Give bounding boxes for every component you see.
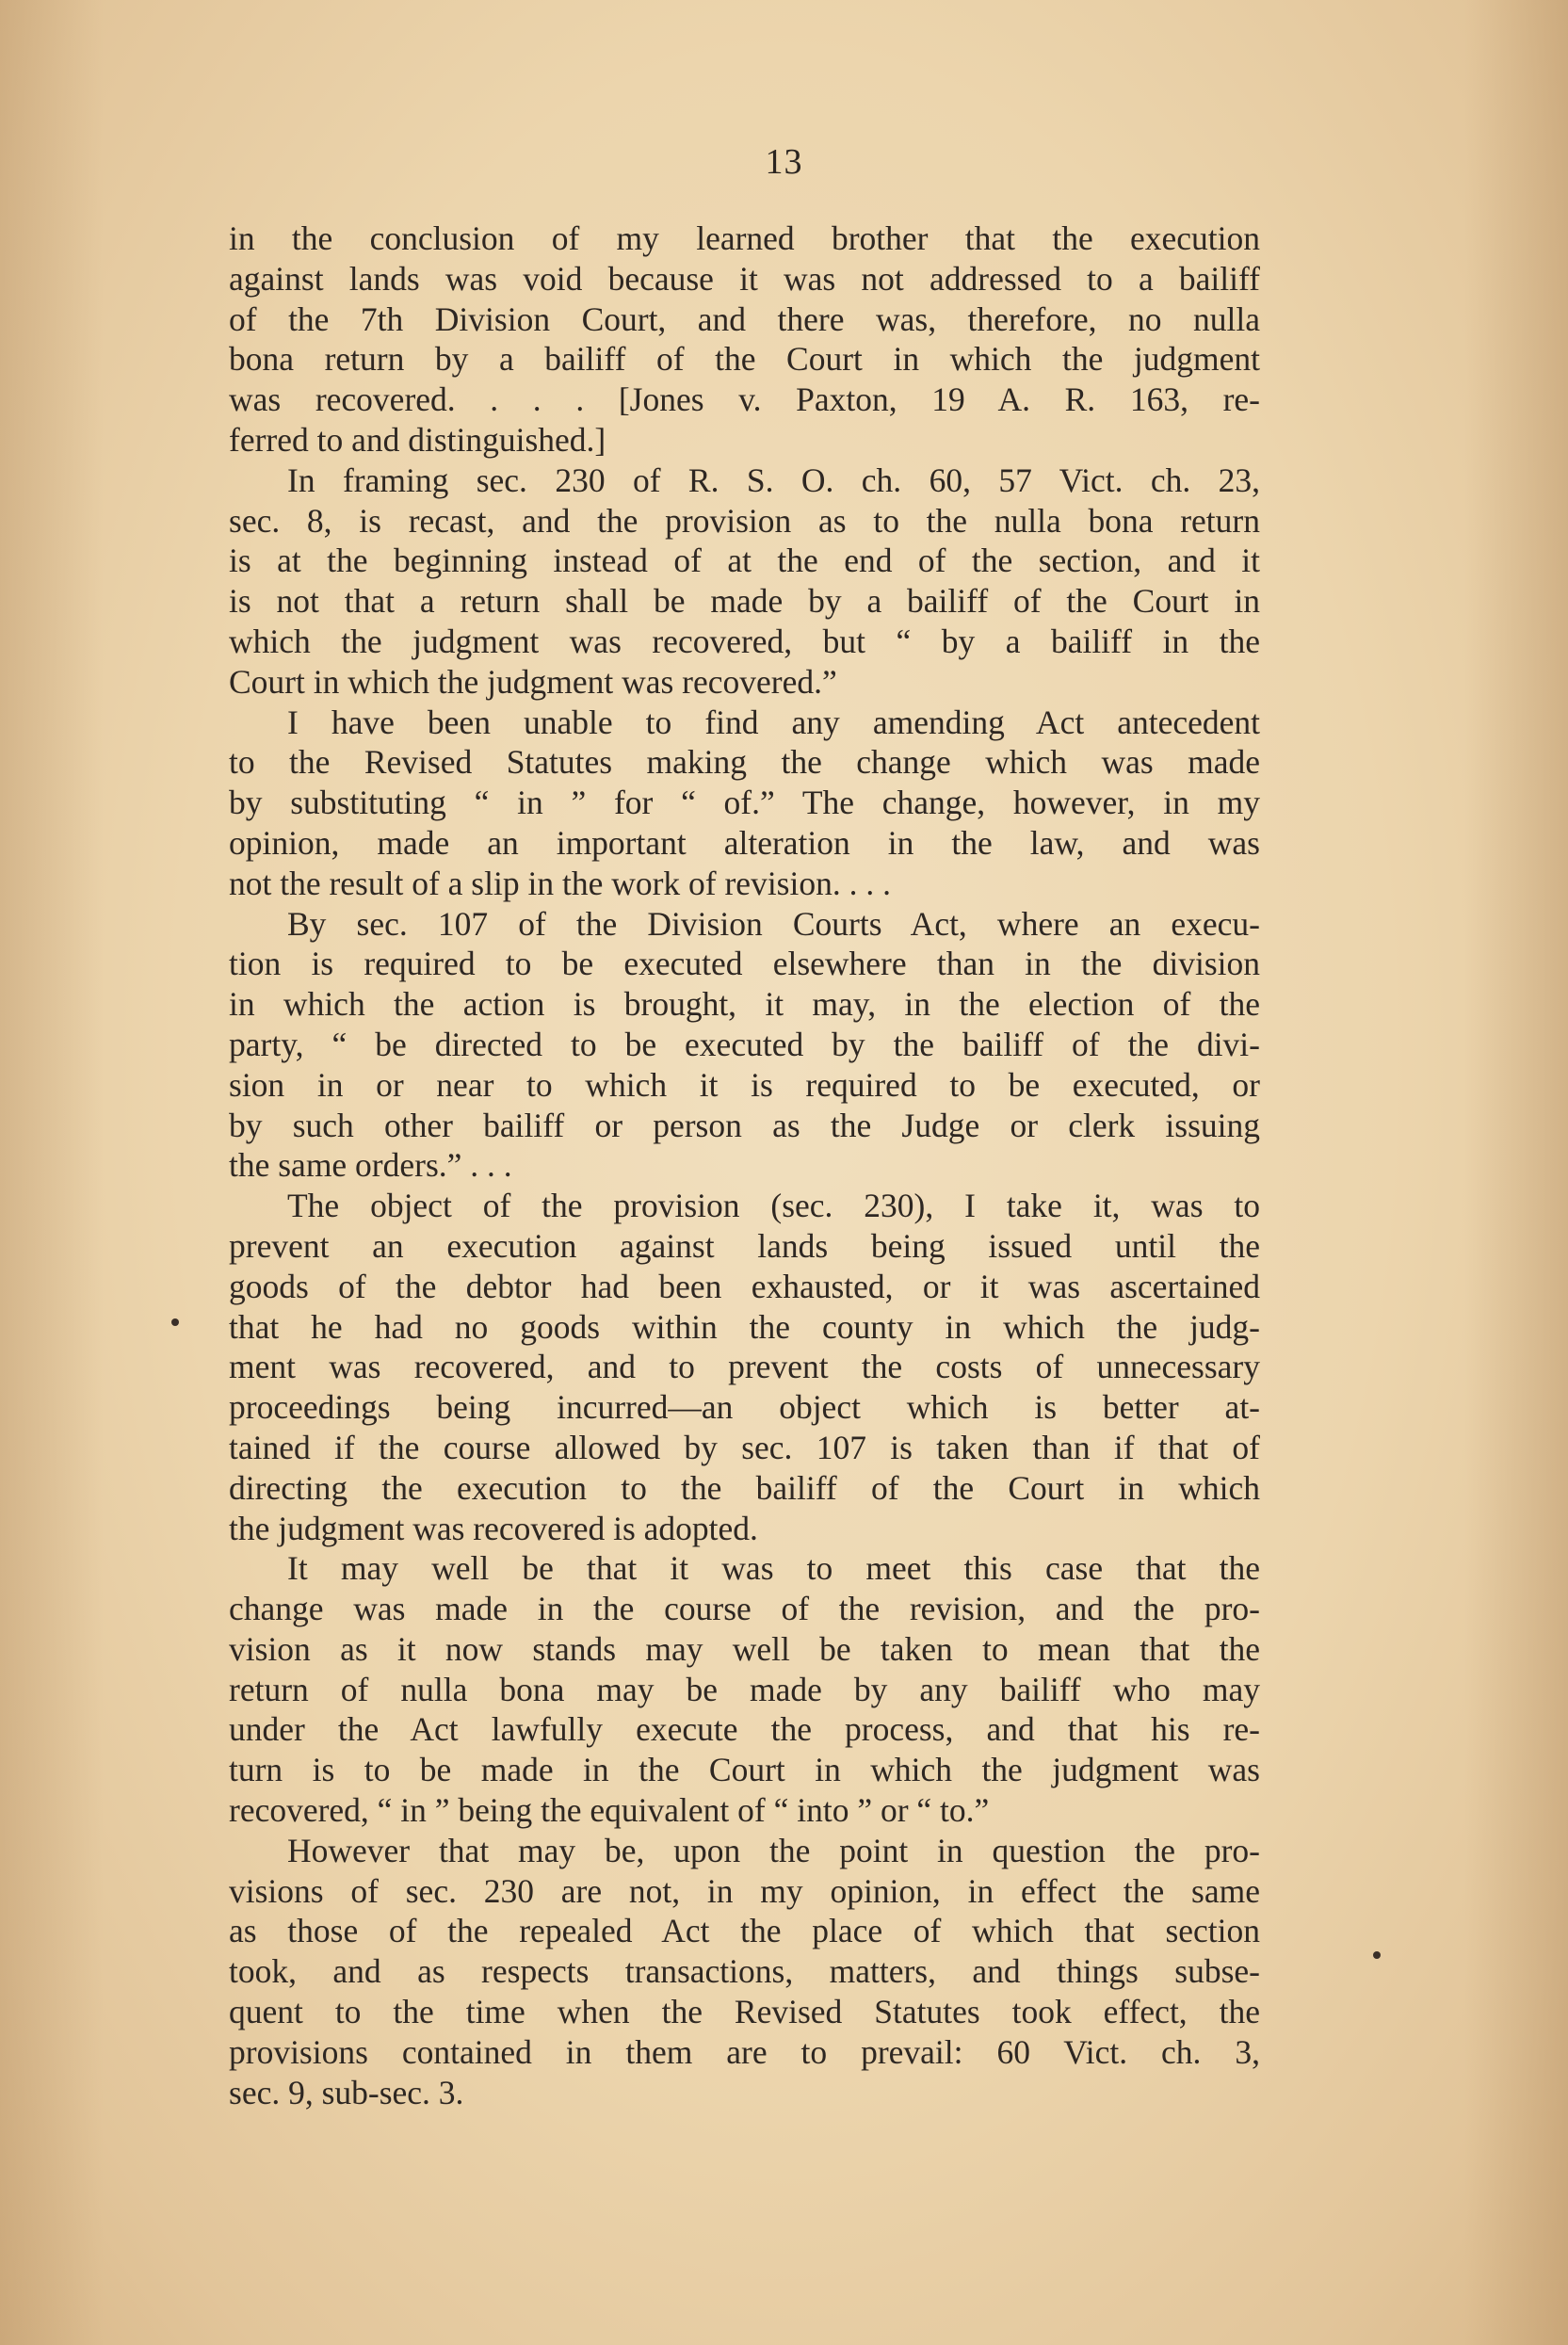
text-line: opinion, made an important alteration in the law, and was — [229, 823, 1260, 862]
text-line: by such other bailiff or person as the Judge or clerk issuing — [229, 1106, 1260, 1144]
paragraph — [229, 1186, 1260, 1548]
paragraph — [229, 1831, 1260, 2113]
text-line: in the conclusion of my learned brother that the execution — [229, 219, 1260, 257]
text-line: quent to the time when the Revised Statutes took effect, the — [229, 1993, 1260, 2031]
text-line: It may well be that it was to meet this case that the — [287, 1549, 1260, 1588]
body-text — [229, 218, 1260, 2112]
text-line: goods of the debtor had been exhausted, or it was ascertained — [229, 1267, 1260, 1305]
text-line: is not that a return shall be made by a bailiff of the Court in — [229, 582, 1260, 621]
text-line: turn is to be made in the Court in which the judgment was — [229, 1751, 1260, 1789]
paragraph — [229, 703, 1260, 904]
text-line: against lands was void because it was not addressed to a bailiff — [229, 259, 1260, 298]
text-line: under the Act lawfully execute the process, and that his re- — [229, 1710, 1260, 1749]
text-line: However that may be, upon the point in question the pro- — [287, 1831, 1260, 1869]
ink-speck — [171, 1318, 179, 1326]
paragraph — [229, 461, 1260, 703]
text-line: of the 7th Division Court, and there was, therefore, no nulla — [229, 299, 1260, 338]
paragraph — [229, 1548, 1260, 1831]
text-line: ferred to and distinguished.] — [229, 420, 606, 459]
text-line: By sec. 107 of the Division Courts Act, where an execu- — [287, 904, 1260, 943]
text-line: return of nulla bona may be made by any bailiff who may — [229, 1670, 1260, 1708]
text-line: the same orders.” . . . — [229, 1146, 512, 1185]
text-line: in which the action is brought, it may, in the election of the — [229, 985, 1260, 1024]
text-line: the judgment was recovered is adopted. — [229, 1509, 758, 1547]
text-line: bona return by a bailiff of the Court in which the judgment — [229, 340, 1260, 379]
text-line: which the judgment was recovered, but “ by a bailiff in the — [229, 622, 1260, 660]
text-line: change was made in the course of the revision, and the pro- — [229, 1590, 1260, 1628]
text-line: directing the execution to the bailiff of the Court in which — [229, 1468, 1260, 1507]
text-line: to the Revised Statutes making the change which was made — [229, 743, 1260, 782]
text-line: In framing sec. 230 of R. S. O. ch. 60, 57 Vict. ch. 23, — [287, 461, 1260, 499]
text-line: by substituting “ in ” for “ of.” The change, however, in my — [229, 784, 1260, 822]
text-line: vision as it now stands may well be taken to mean that the — [229, 1629, 1260, 1668]
text-line: took, and as respects transactions, matters, and things subse- — [229, 1952, 1260, 1991]
paragraph — [229, 218, 1260, 461]
text-line: proceedings being incurred—an object which is better at- — [229, 1388, 1260, 1427]
text-line: was recovered. . . . [Jones v. Paxton, 19 A. R. 163, re- — [229, 380, 1260, 419]
text-line: visions of sec. 230 are not, in my opinion, in effect the same — [229, 1871, 1260, 1910]
text-line: ment was recovered, and to prevent the costs of unnecessary — [229, 1348, 1260, 1386]
text-line: tained if the course allowed by sec. 107 is taken than if that of — [229, 1428, 1260, 1466]
text-line: prevent an execution against lands being issued until the — [229, 1226, 1260, 1265]
text-line: provisions contained in them are to prevail: 60 Vict. ch. 3, — [229, 2032, 1260, 2071]
text-line: The object of the provision (sec. 230), I take it, was to — [287, 1187, 1260, 1225]
paragraph — [229, 904, 1260, 1187]
page-number: 13 — [765, 142, 803, 182]
text-line: tion is required to be executed elsewhere than in the division — [229, 945, 1260, 983]
text-line: sion in or near to which it is required to be executed, or — [229, 1065, 1260, 1104]
text-line: not the result of a slip in the work of revision. . . . — [229, 864, 891, 902]
right-edge-shading — [1464, 0, 1568, 2345]
ink-speck — [1373, 1951, 1381, 1959]
text-line: Court in which the judgment was recovered.” — [229, 662, 837, 701]
text-line: recovered, “ in ” being the equivalent of “ into ” or “ to.” — [229, 1791, 990, 1830]
text-line: sec. 8, is recast, and the provision as to the nulla bona return — [229, 501, 1260, 540]
text-line: party, “ be directed to be executed by the bailiff of the divi- — [229, 1025, 1260, 1063]
text-line: sec. 9, sub-sec. 3. — [229, 2073, 464, 2111]
text-line: that he had no goods within the county in which the judg- — [229, 1307, 1260, 1346]
text-line: I have been unable to find any amending Act antecedent — [287, 703, 1260, 741]
text-line: as those of the repealed Act the place of which that section — [229, 1912, 1260, 1950]
left-edge-shading — [0, 0, 104, 2345]
text-line: is at the beginning instead of at the end of the section, and it — [229, 542, 1260, 580]
